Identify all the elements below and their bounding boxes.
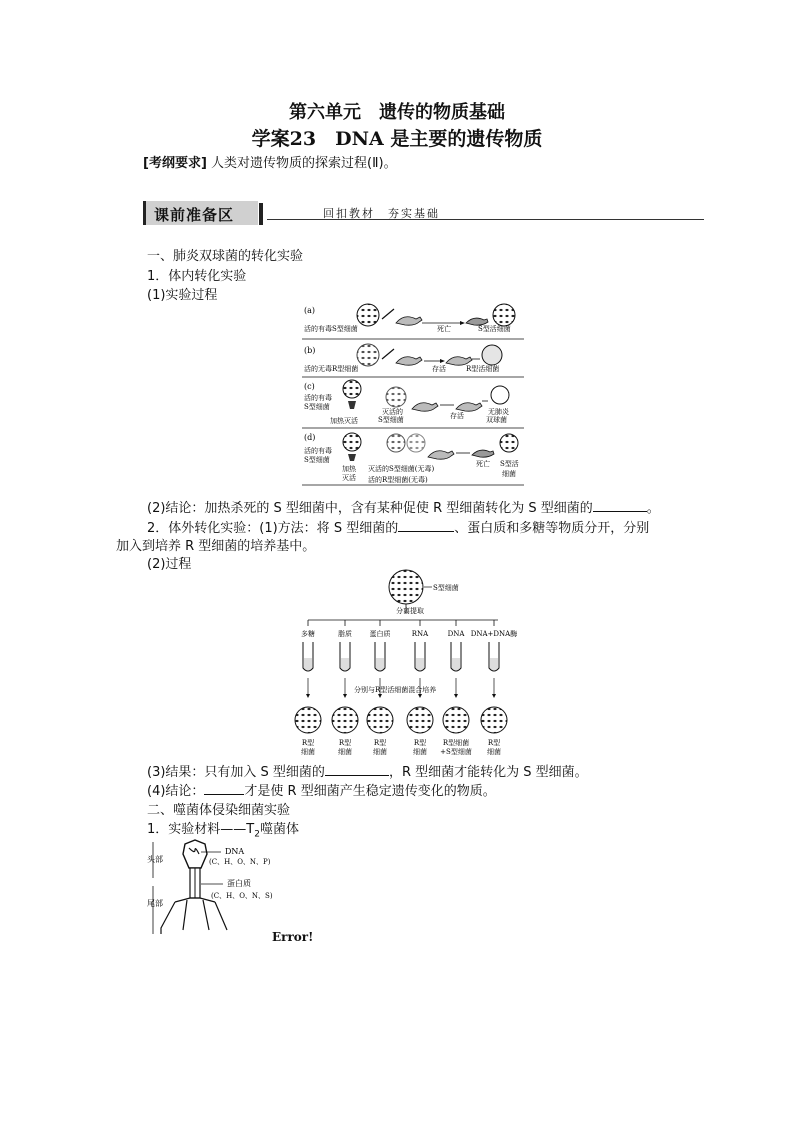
fig1-d-tag: (d) [304, 433, 316, 442]
dna-elements: (C、H、O、N、P) [209, 858, 271, 866]
fig1-a-mid: 死亡 [437, 325, 451, 333]
r-result-dish [482, 345, 502, 365]
material-heading [147, 818, 299, 840]
tube-liquid [376, 658, 384, 671]
banner-label: 课前准备区 [154, 206, 235, 224]
arrow-head [343, 694, 347, 698]
s-bacteria-dish [343, 380, 361, 398]
arrow-head [492, 694, 496, 698]
mouse-icon [428, 451, 454, 459]
period: 。 [646, 501, 660, 516]
result-label: R型 [487, 739, 501, 747]
answer-blank[interactable] [325, 763, 389, 776]
in-vitro-line1 [147, 517, 649, 536]
result-label: R型 [338, 739, 352, 747]
protein-label: 蛋白质 [227, 879, 251, 888]
s-bacteria-dish [357, 304, 379, 326]
result-label: 细菌 [413, 748, 427, 756]
result-line [147, 761, 588, 780]
conclusion-1 [147, 497, 660, 516]
tube-label: RNA [411, 630, 429, 638]
phage-tail-label: 尾部 [147, 899, 163, 908]
fig1-d-heat2: 灭活 [342, 474, 356, 482]
banner-label-box [143, 201, 258, 225]
requirement-text: 人类对遗传物质的探索过程(Ⅱ)。 [211, 156, 397, 171]
fig1-c-mid2: S型细菌 [378, 416, 404, 424]
conclusion-2 [147, 780, 496, 799]
tube-label: 脂质 [338, 630, 352, 638]
banner-rule [267, 219, 704, 220]
result-label: 细菌 [301, 748, 315, 756]
fig1-a-left: 活的有毒S型细菌 [304, 325, 358, 333]
fig1-d-right1: S型活 [500, 460, 519, 468]
fig1-a-right: S型活细菌 [478, 325, 511, 333]
mouse-icon [396, 317, 422, 325]
fig1-c-tag: (c) [304, 382, 315, 391]
arrow-head [440, 359, 445, 363]
syringe-icon [382, 309, 394, 319]
result-label: R型 [301, 739, 315, 747]
arrow-head [460, 321, 465, 325]
fig1-d-mid2: 活的R型细菌(无毒) [368, 476, 428, 484]
requirement-tag: [考纲要求] [143, 156, 207, 171]
tube-label: 多糖 [301, 630, 315, 638]
result-label: +S型细菌 [440, 748, 472, 756]
killed-s-dish [387, 434, 405, 452]
phage-head-label: 头部 [147, 855, 163, 864]
arrow-head [378, 694, 382, 698]
in-vitro-method: 2．体外转化实验：(1)方法：将 S 型细菌的 [147, 521, 399, 536]
banner-divider [259, 203, 263, 225]
in-vitro-method-cont: 、蛋白质和多糖等物质分开，分别 [454, 521, 650, 536]
fig1-a-tag: (a) [304, 306, 316, 315]
tube-liquid [452, 658, 460, 671]
killed-s-dish [386, 387, 406, 407]
case-title: 学案23 DNA 是主要的遗传物质 [251, 128, 543, 150]
result-dish [443, 707, 469, 733]
fig1-b-left: 活的无毒R型细菌 [304, 365, 359, 373]
process-label: (1)实验过程 [147, 288, 218, 303]
base-plate [175, 898, 215, 902]
arrow-head [306, 694, 310, 698]
result-text-b: ，R 型细菌才能转化为 S 型细菌。 [388, 765, 588, 780]
s-result-dish [493, 304, 515, 326]
fig1-d-heat1: 加热 [342, 465, 356, 473]
result-dish [407, 707, 433, 733]
tube-label: DNA+DNA酶 [470, 630, 518, 638]
fig1-d-dead: 死亡 [476, 460, 490, 468]
in-vitro-line2: 加入到培养 R 型细菌的培养基中。 [116, 539, 316, 554]
fig1-c-left1: 活的有毒 [304, 394, 332, 402]
dna-label: DNA [225, 847, 245, 856]
fig1-c-left2: S型细菌 [304, 403, 330, 411]
result-group [295, 707, 507, 756]
result-dish [332, 707, 358, 733]
tube-liquid [416, 658, 424, 671]
mouse-icon [446, 357, 472, 365]
answer-blank[interactable] [398, 519, 454, 532]
fig1-b-tag: (b) [304, 346, 316, 355]
answer-blank[interactable] [593, 499, 647, 512]
in-vivo-heading: 1．体内转化实验 [147, 269, 247, 284]
fig1-c-mid3: 存活 [450, 412, 464, 420]
fig1-b-right: R型活细菌 [466, 365, 500, 373]
fig1-c-heat: 加热灭活 [330, 417, 358, 425]
result-label: R型 [373, 739, 387, 747]
mouse-icon [412, 403, 438, 411]
result-dish [367, 707, 393, 733]
in-vitro-figure [288, 568, 524, 760]
material-tail: 噬菌体 [259, 822, 299, 837]
protein-elements: (C、H、O、N、S) [211, 892, 273, 900]
arrow-head [418, 694, 422, 698]
burner-icon [348, 454, 356, 461]
result-text-a: (3)结果：只有加入 S 型细菌的 [147, 765, 325, 780]
conclusion-2-b: 才是使 R 型细菌产生稳定遗传变化的物质。 [244, 784, 496, 799]
section-banner [143, 201, 704, 227]
conclusion-2-a: (4)结论： [147, 784, 205, 799]
r-bacteria-dish [357, 344, 379, 366]
fig1-c-right2: 双球菌 [486, 416, 507, 424]
s-bacteria-dish [343, 433, 361, 451]
result-label: 细菌 [338, 748, 352, 756]
fig2-top-label: S型细菌 [433, 584, 459, 592]
process2-label: (2)过程 [147, 557, 192, 572]
conclusion-1-text: (2)结论：加热杀死的 S 型细菌中，含有某种促使 R 型细菌转化为 S 型细菌的 [147, 501, 593, 516]
fig2-extract: 分离提取 [396, 607, 424, 615]
answer-blank[interactable] [204, 782, 244, 795]
section2-heading: 二、噬菌体侵染细菌实验 [147, 803, 291, 818]
in-vivo-figure [300, 301, 526, 487]
fig1-b-mid: 存活 [432, 365, 446, 373]
tube-label: DNA [447, 630, 465, 638]
result-dish [481, 707, 507, 733]
fig1-d-mid1: 灭活的S型细菌(无毒) [368, 465, 435, 473]
phage-head-shape [183, 840, 207, 868]
banner-subtitle: 回扣教材 夯实基础 [323, 207, 440, 220]
mouse-icon [456, 403, 482, 411]
fig1-c-mid1: 灭活的 [382, 408, 403, 416]
result-label: R型细菌 [442, 739, 470, 747]
fig1-d-left1: 活的有毒 [304, 447, 332, 455]
s-bacteria-dish [389, 570, 423, 604]
result-dish [295, 707, 321, 733]
section1-heading: 一、肺炎双球菌的转化实验 [147, 249, 304, 264]
fig1-d-left2: S型细菌 [304, 456, 330, 464]
result-label: R型 [413, 739, 427, 747]
empty-result-dish [491, 386, 509, 404]
tube-label: 蛋白质 [369, 630, 391, 638]
fig2-mix: 分别与R型活细菌混合培养 [354, 686, 437, 694]
tube-liquid [490, 658, 498, 671]
tube-liquid [341, 658, 349, 671]
tail-fibers [161, 900, 227, 934]
result-label: 细菌 [487, 748, 501, 756]
dead-mouse-icon [472, 450, 494, 457]
mouse-icon [396, 357, 422, 365]
arrow-head [454, 694, 458, 698]
unit-title: 第六单元 遗传的物质基础 [289, 102, 505, 123]
material-text: 1．实验材料——T [147, 822, 255, 837]
result-label: 细菌 [373, 748, 387, 756]
burner-icon [348, 401, 356, 409]
error-text: Error! [272, 930, 314, 944]
live-r-dish [407, 434, 425, 452]
syringe-icon [382, 349, 394, 359]
fig1-c-right1: 无肺炎 [488, 408, 509, 416]
phage-diagram [145, 838, 315, 944]
material-subscript: 2 [254, 829, 260, 840]
fig1-d-right2: 细菌 [502, 470, 516, 478]
s-result-dish [500, 434, 518, 452]
exam-requirement [143, 152, 397, 171]
tube-liquid [304, 658, 312, 671]
